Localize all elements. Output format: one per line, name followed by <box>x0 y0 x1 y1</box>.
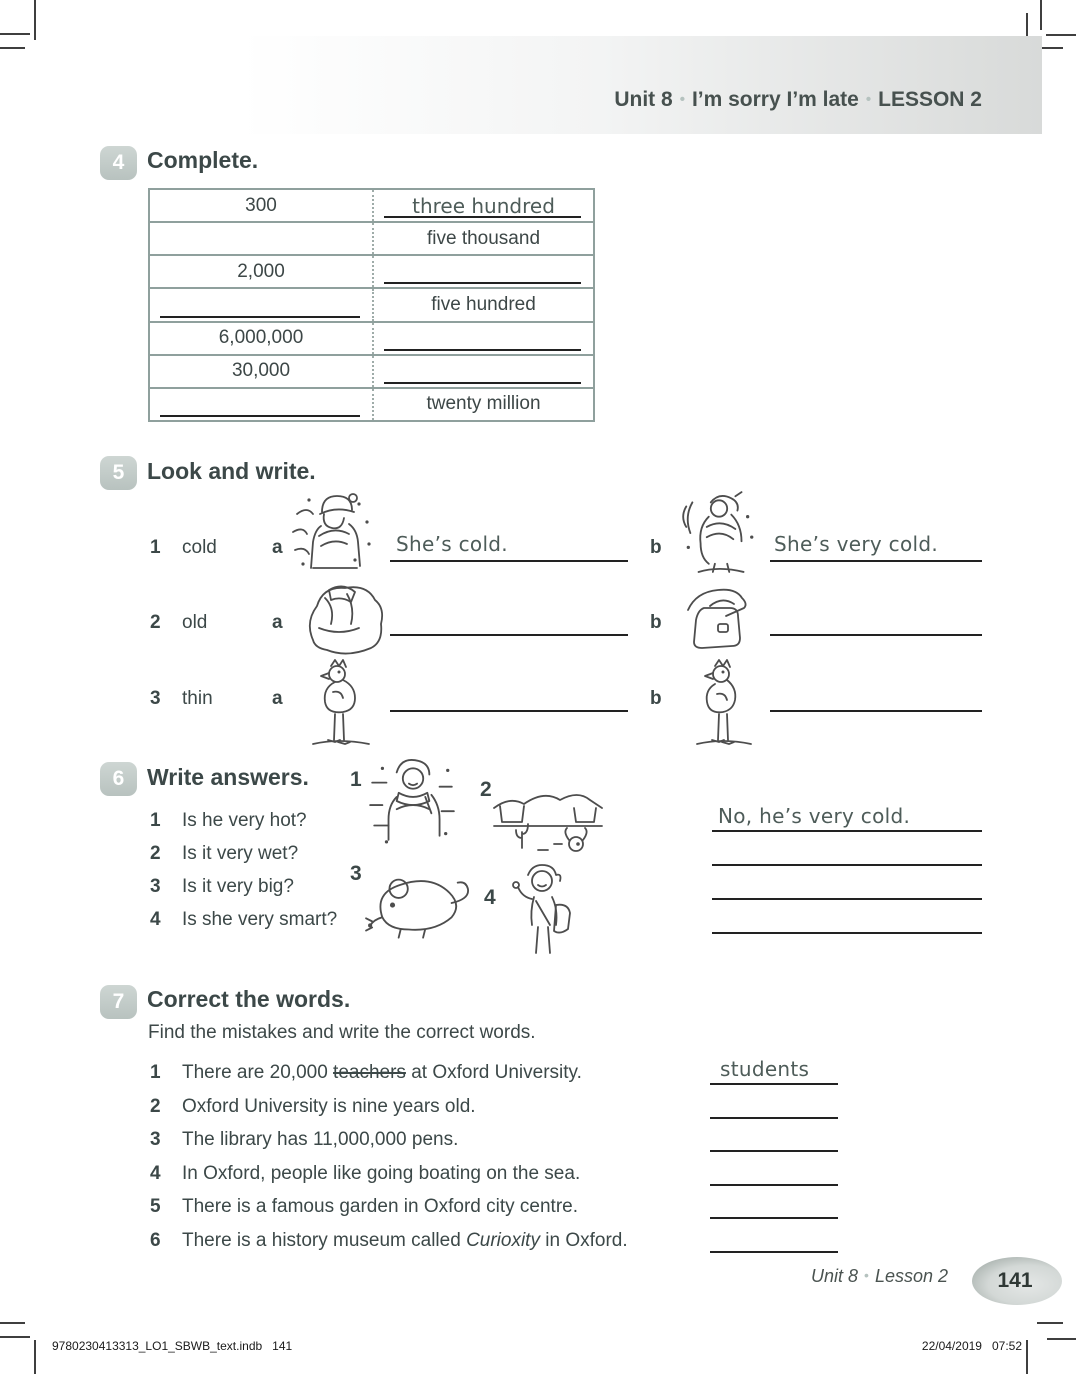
sentence-part: There are 20,000 <box>182 1062 334 1083</box>
header-lesson-title: I’m sorry I’m late <box>691 88 859 111</box>
item-sentence: The library has 11,000,000 pens. <box>182 1129 459 1150</box>
crop-mark <box>1037 1322 1063 1324</box>
answer-line <box>160 316 360 318</box>
item-number: 2 <box>150 1096 161 1117</box>
answer-line <box>710 1251 838 1253</box>
crop-mark <box>0 1336 30 1338</box>
table-cell-number <box>150 389 372 420</box>
answer-line <box>390 710 628 712</box>
picture-label: 4 <box>484 886 496 909</box>
crop-mark <box>1046 34 1076 36</box>
words-value: five thousand <box>426 227 541 249</box>
cold-girl-illustration <box>288 488 380 576</box>
item-word: cold <box>182 537 217 558</box>
answer-line <box>712 898 982 900</box>
answer-line <box>770 634 982 636</box>
very-cold-girl-illustration <box>676 486 762 574</box>
answer-line <box>710 1150 838 1152</box>
table-cell-words <box>372 356 593 387</box>
table-cell-words <box>372 389 593 420</box>
item-number: 1 <box>150 1062 161 1083</box>
item-sentence <box>182 1062 582 1084</box>
option-b-label: b <box>650 537 662 558</box>
print-filename: 9780230413313_LO1_SBWB_text.indb 141 <box>52 1339 293 1353</box>
footer-bullet-icon: • <box>864 1267 869 1283</box>
answer-line <box>384 282 581 284</box>
table-row <box>150 356 593 389</box>
exercise4-title: Complete. <box>147 147 259 173</box>
header-bullet-icon: • <box>865 91 872 108</box>
exercise6-badge: 6 <box>100 762 137 796</box>
question-text: Is it very big? <box>182 876 294 897</box>
answer-line <box>710 1117 838 1119</box>
handwritten-answer: She’s cold. <box>396 532 508 556</box>
handwritten-answer: students <box>720 1057 810 1081</box>
question-text: Is she very smart? <box>182 909 338 930</box>
crop-mark <box>1040 0 1042 30</box>
answer-line <box>390 634 628 636</box>
answer-line <box>710 1184 838 1186</box>
header-bullet-icon: • <box>679 91 685 108</box>
table-cell-words <box>372 323 593 354</box>
answer-line <box>712 864 982 866</box>
table-row <box>150 223 593 256</box>
header-band <box>240 36 1042 134</box>
struck-word: teachers <box>333 1062 406 1083</box>
answer-line <box>384 349 581 351</box>
crop-mark <box>1026 1340 1028 1374</box>
table-cell-words <box>372 223 593 254</box>
crop-mark <box>0 1322 25 1324</box>
smart-boy-illustration <box>504 860 582 960</box>
option-a-label: a <box>272 688 283 709</box>
table-row <box>150 190 593 223</box>
number-value: 30,000 <box>231 360 291 382</box>
table-cell-number <box>150 356 372 387</box>
crop-mark <box>1047 1338 1076 1340</box>
table-row <box>150 389 593 420</box>
option-b-label: b <box>650 688 662 709</box>
thin-chicken-illustration <box>678 658 764 750</box>
table-cell-number <box>150 289 372 320</box>
old-satchel-illustration <box>676 584 766 660</box>
question-number: 2 <box>150 843 161 864</box>
words-value: five hundred <box>431 293 536 315</box>
item-number: 6 <box>150 1230 161 1251</box>
handwritten-answer: She’s very cold. <box>774 532 939 556</box>
table-row <box>150 289 593 322</box>
option-a-label: a <box>272 537 283 558</box>
crop-mark <box>0 33 30 35</box>
answer-line <box>710 1217 838 1219</box>
question-text: Is it very wet? <box>182 843 299 864</box>
item-word: thin <box>182 688 213 709</box>
cold-boy-illustration <box>366 752 458 850</box>
item-number: 3 <box>150 1129 161 1150</box>
item-number: 1 <box>150 537 161 558</box>
exercise6-title: Write answers. <box>147 764 309 790</box>
table-row <box>150 256 593 289</box>
sentence-part: in Oxford. <box>539 1230 628 1251</box>
footer-lesson-label <box>811 1266 948 1287</box>
item-sentence: In Oxford, people like going boating on the sea. <box>182 1163 581 1184</box>
table-cell-words <box>372 256 593 287</box>
italic-word: Curioxity <box>466 1230 540 1251</box>
table-row <box>150 323 593 356</box>
answer-line <box>384 382 581 384</box>
crop-mark <box>0 47 25 49</box>
thin-chicken-illustration <box>296 658 382 750</box>
answer-line <box>770 710 982 712</box>
header-unit: Unit 8 <box>614 88 673 111</box>
footer-unit: Unit 8 <box>811 1266 859 1286</box>
option-a-label: a <box>272 612 283 633</box>
table-cell-number <box>150 223 372 254</box>
exercise7-badge: 7 <box>100 985 137 1019</box>
desert-illustration <box>492 786 604 856</box>
words-value: twenty million <box>426 393 541 415</box>
number-value: 6,000,000 <box>218 327 304 349</box>
answer-line <box>712 932 982 934</box>
picture-label: 3 <box>350 862 362 885</box>
handwritten-answer: three hundred <box>412 193 555 218</box>
item-sentence <box>182 1230 628 1252</box>
picture-label: 1 <box>350 768 362 791</box>
exercise4-badge: 4 <box>100 146 137 180</box>
footer-lesson: Lesson 2 <box>874 1266 948 1286</box>
table-cell-words <box>372 190 593 221</box>
picture-label: 2 <box>480 778 492 801</box>
old-backpack-illustration <box>294 580 388 662</box>
item-word: old <box>182 612 208 633</box>
header-lesson-number: LESSON 2 <box>878 88 982 111</box>
option-b-label: b <box>650 612 662 633</box>
sentence-part: at Oxford University. <box>405 1062 582 1083</box>
table-cell-number <box>150 323 372 354</box>
item-number: 3 <box>150 688 161 709</box>
item-number: 2 <box>150 612 161 633</box>
crop-mark <box>34 0 36 40</box>
exercise7-title: Correct the words. <box>147 986 351 1012</box>
item-number: 5 <box>150 1196 161 1217</box>
answer-line <box>712 830 982 832</box>
number-value: 300 <box>245 194 277 216</box>
page-number: 141 <box>997 1269 1033 1292</box>
mouse-illustration <box>364 858 474 944</box>
answer-line <box>710 1083 838 1085</box>
header-title <box>614 88 982 112</box>
exercise5-badge: 5 <box>100 456 137 490</box>
table-cell-number <box>150 256 372 287</box>
question-number: 1 <box>150 810 161 831</box>
sentence-part: There is a history museum called <box>182 1230 467 1251</box>
exercise7-subtitle: Find the mistakes and write the correct words. <box>148 1022 536 1043</box>
print-datetime: 22/04/2019 07:52 <box>921 1339 1022 1353</box>
item-sentence: There is a famous garden in Oxford city centre. <box>182 1196 579 1217</box>
item-sentence: Oxford University is nine years old. <box>182 1096 476 1117</box>
table-cell-number <box>150 190 372 221</box>
numbers-table <box>148 188 595 422</box>
answer-line <box>160 415 360 417</box>
handwritten-answer: No, he’s very cold. <box>718 804 911 828</box>
table-cell-words <box>372 289 593 320</box>
number-value: 2,000 <box>237 260 285 282</box>
question-number: 4 <box>150 909 161 930</box>
question-text: Is he very hot? <box>182 810 307 831</box>
answer-line <box>770 560 982 562</box>
answer-line <box>390 560 628 562</box>
page-number-pill <box>972 1257 1062 1305</box>
crop-mark <box>34 1340 36 1374</box>
question-number: 3 <box>150 876 161 897</box>
item-number: 4 <box>150 1163 161 1184</box>
exercise5-title: Look and write. <box>147 458 316 484</box>
